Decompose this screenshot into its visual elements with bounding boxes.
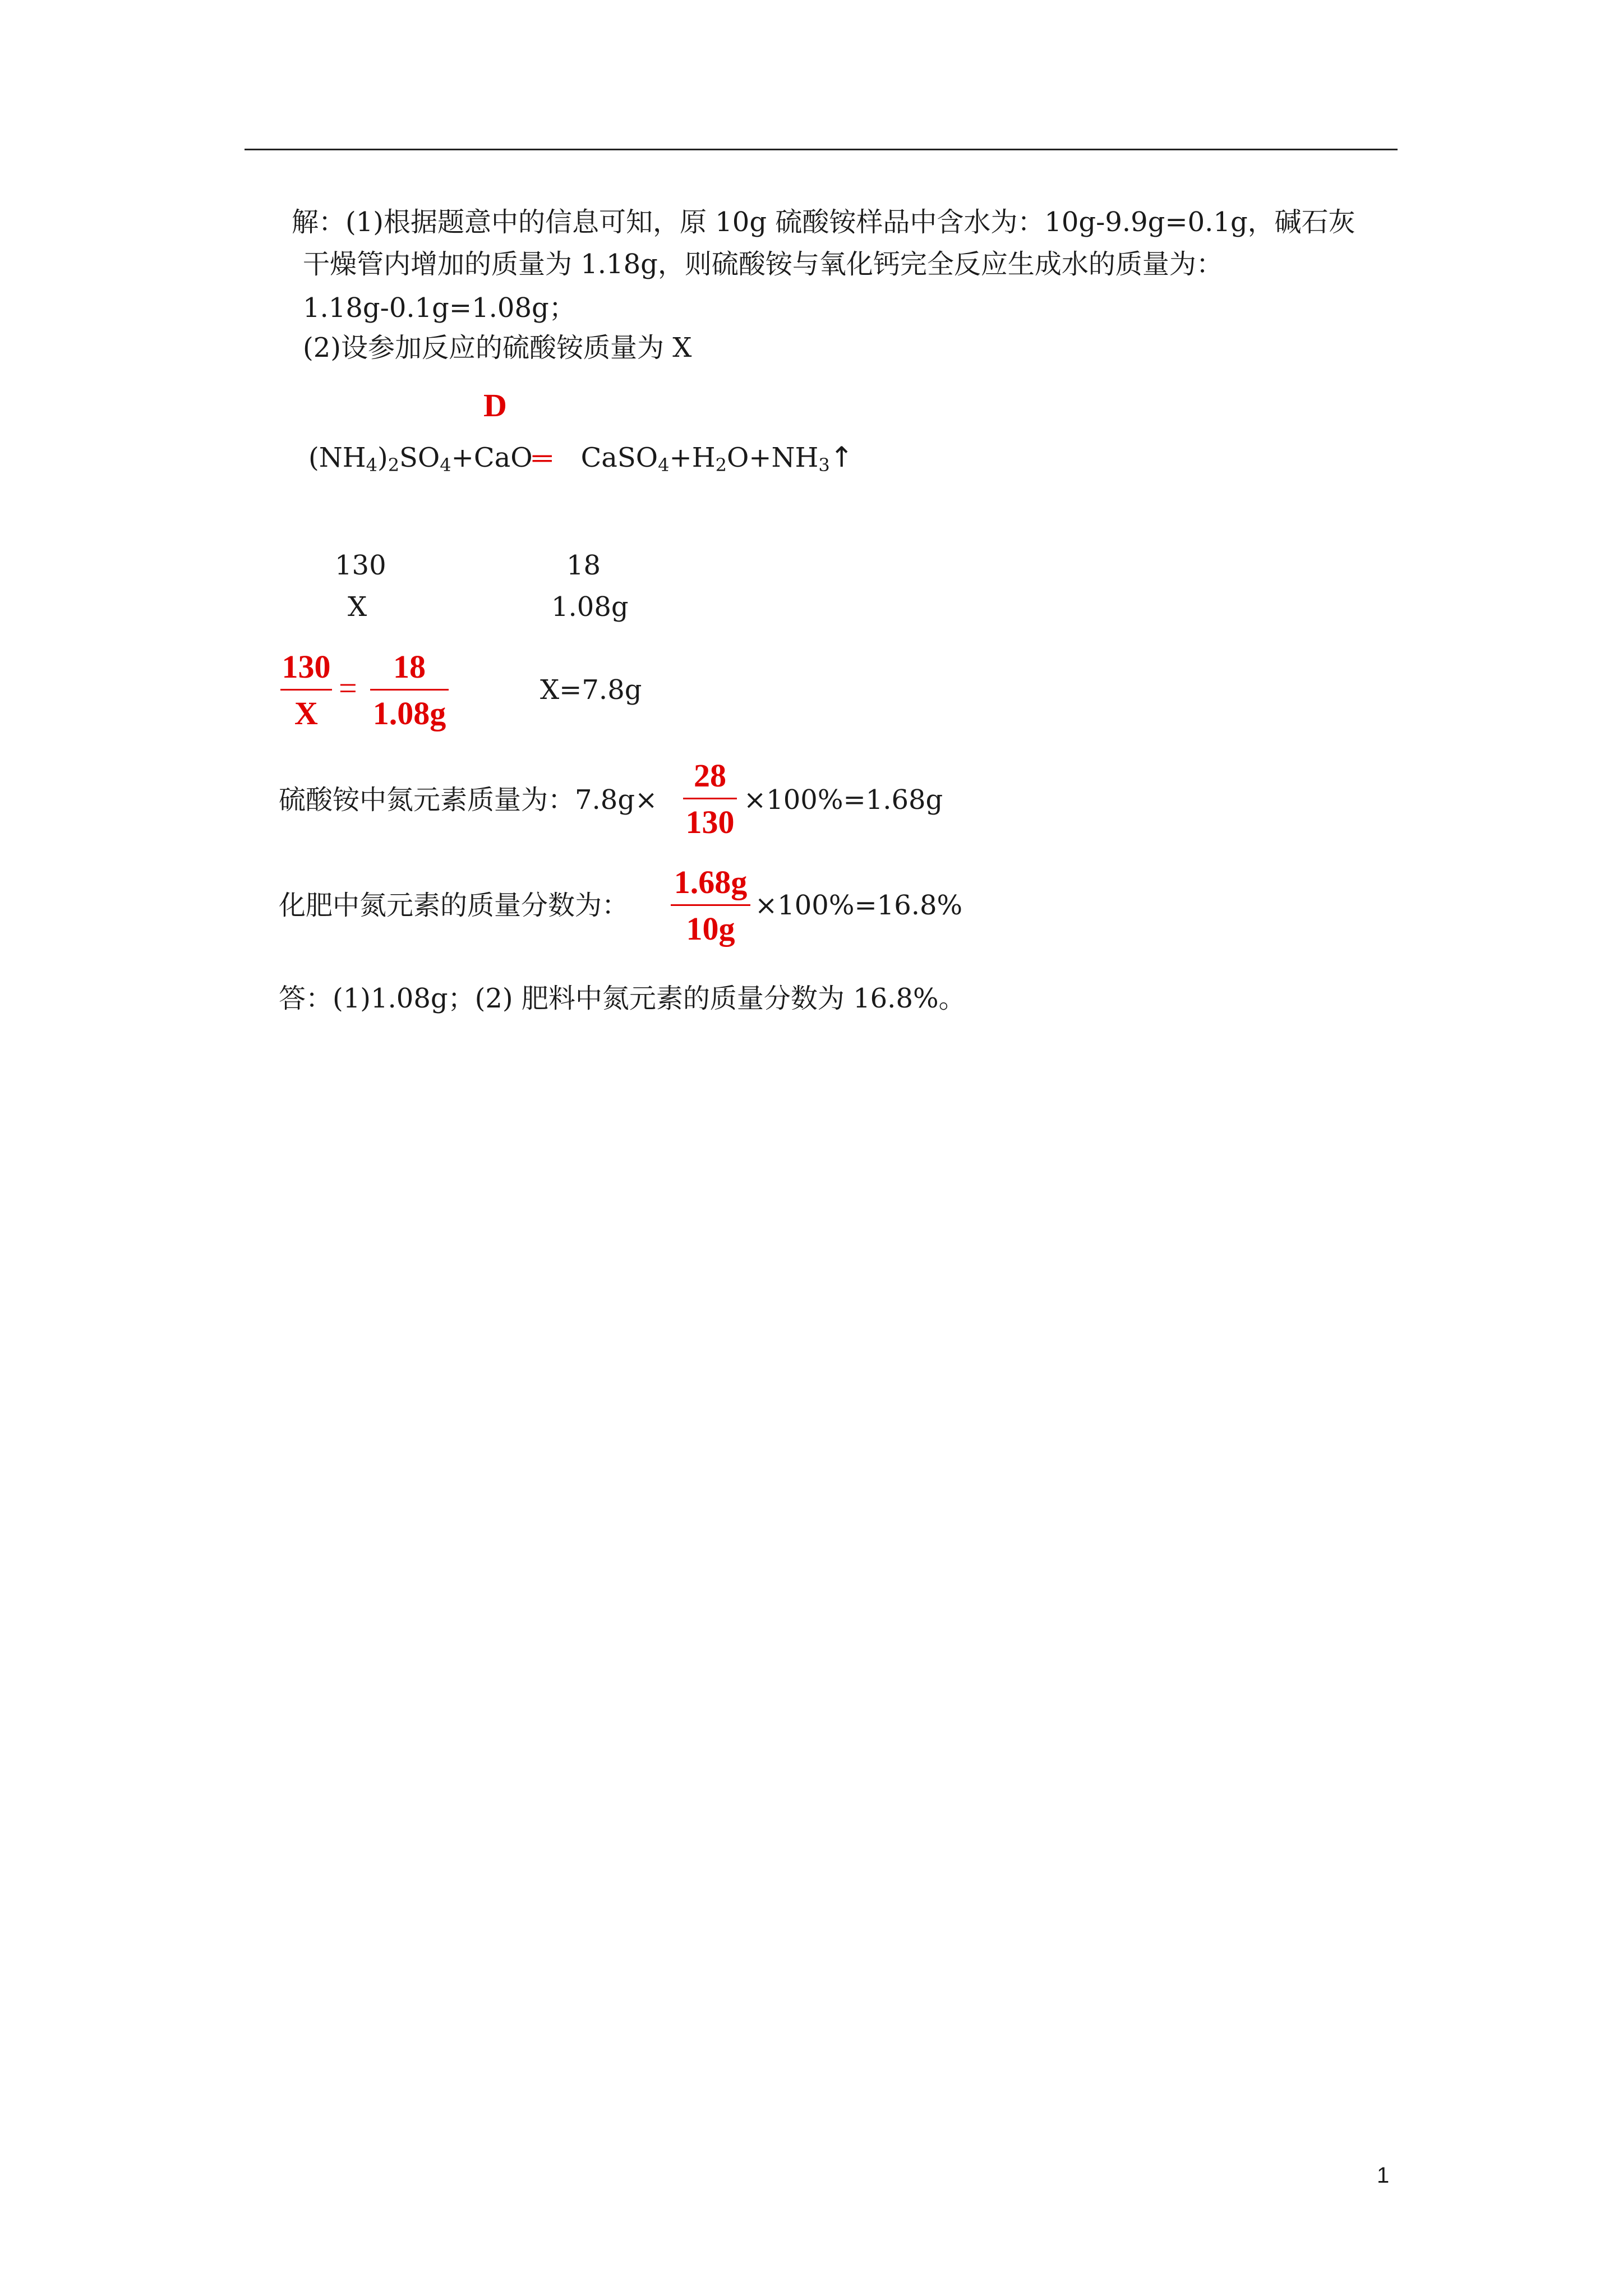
product-h: +H <box>669 442 716 473</box>
product-o-nh: O+NH <box>726 442 819 473</box>
header-rule <box>245 149 1398 150</box>
fraction-2-bar <box>370 689 449 691</box>
product-h-sub: 2 <box>715 454 727 476</box>
reactant-sub-4: 4 <box>366 454 377 476</box>
mass-fraction-fraction <box>671 866 750 945</box>
nitrogen-mass-prefix: 硫酸铵中氮元素质量为：7.8g× <box>279 784 658 816</box>
proportion-equals: = <box>339 670 357 706</box>
nitrogen-fraction-bar <box>683 798 737 799</box>
proportion-fraction-2 <box>370 648 449 731</box>
mass-fraction-prefix: 化肥中氮元素的质量分数为： <box>279 890 629 921</box>
reactant-paren-open: (NH <box>308 442 366 473</box>
reactant-sub-2: 2 <box>388 454 400 476</box>
reaction-condition: D <box>483 387 507 424</box>
nitrogen-fraction-denominator: 130 <box>685 804 735 840</box>
nitrogen-mass-fraction <box>683 757 737 840</box>
reactant-so: SO <box>399 442 440 473</box>
mass-fraction-numerator: 1.68g <box>674 864 748 900</box>
fraction-1-numerator: 130 <box>282 648 331 685</box>
gas-arrow-icon: ↑ <box>829 441 854 473</box>
reactant-so-sub: 4 <box>440 454 451 476</box>
mass-fraction-bar <box>671 904 750 906</box>
fraction-2-numerator: 18 <box>393 648 426 685</box>
mass-left-bottom: X <box>348 591 367 623</box>
solution-line-2: 干燥管内增加的质量为 1.18g，则硫酸铵与氧化钙完全反应生成水的质量为： <box>303 249 1223 280</box>
fraction-1-denominator: X <box>294 695 318 731</box>
proportion-result: X=7.8g <box>540 674 642 706</box>
nitrogen-mass-suffix: ×100%=1.68g <box>744 784 943 816</box>
solution-line-1: 解：(1)根据题意中的信息可知，原 10g 硫酸铵样品中含水为：10g-9.9g=0.1g，碱石灰 <box>292 206 1355 238</box>
fraction-2-denominator: 1.08g <box>372 695 446 731</box>
mass-fraction-denominator: 10g <box>686 910 735 947</box>
mass-fraction-suffix: ×100%=16.8% <box>755 890 963 921</box>
equation-equals: ═ <box>532 443 552 473</box>
proportion-fraction-1 <box>280 648 332 731</box>
mass-left-top: 130 <box>335 550 386 581</box>
reactant-paren-close: ) <box>377 442 388 473</box>
product-caso-sub: 4 <box>658 454 670 476</box>
mass-right-bottom: 1.08g <box>551 591 629 623</box>
nitrogen-fraction-numerator: 28 <box>694 757 726 794</box>
solution-line-3: 1.18g-0.1g=1.08g； <box>303 292 576 324</box>
product-nh-sub: 3 <box>818 454 830 476</box>
answer-line: 答：(1)1.08g；(2) 肥料中氮元素的质量分数为 16.8%。 <box>279 983 966 1014</box>
page-number: 1 <box>1377 2163 1390 2188</box>
solution-line-4: (2)设参加反应的硫酸铵质量为 X <box>303 332 692 364</box>
chemical-equation <box>308 441 854 476</box>
reactant-cao: +CaO <box>451 442 533 473</box>
fraction-1-bar <box>280 689 332 691</box>
product-caso: CaSO <box>580 442 658 473</box>
mass-right-top: 18 <box>566 550 601 581</box>
